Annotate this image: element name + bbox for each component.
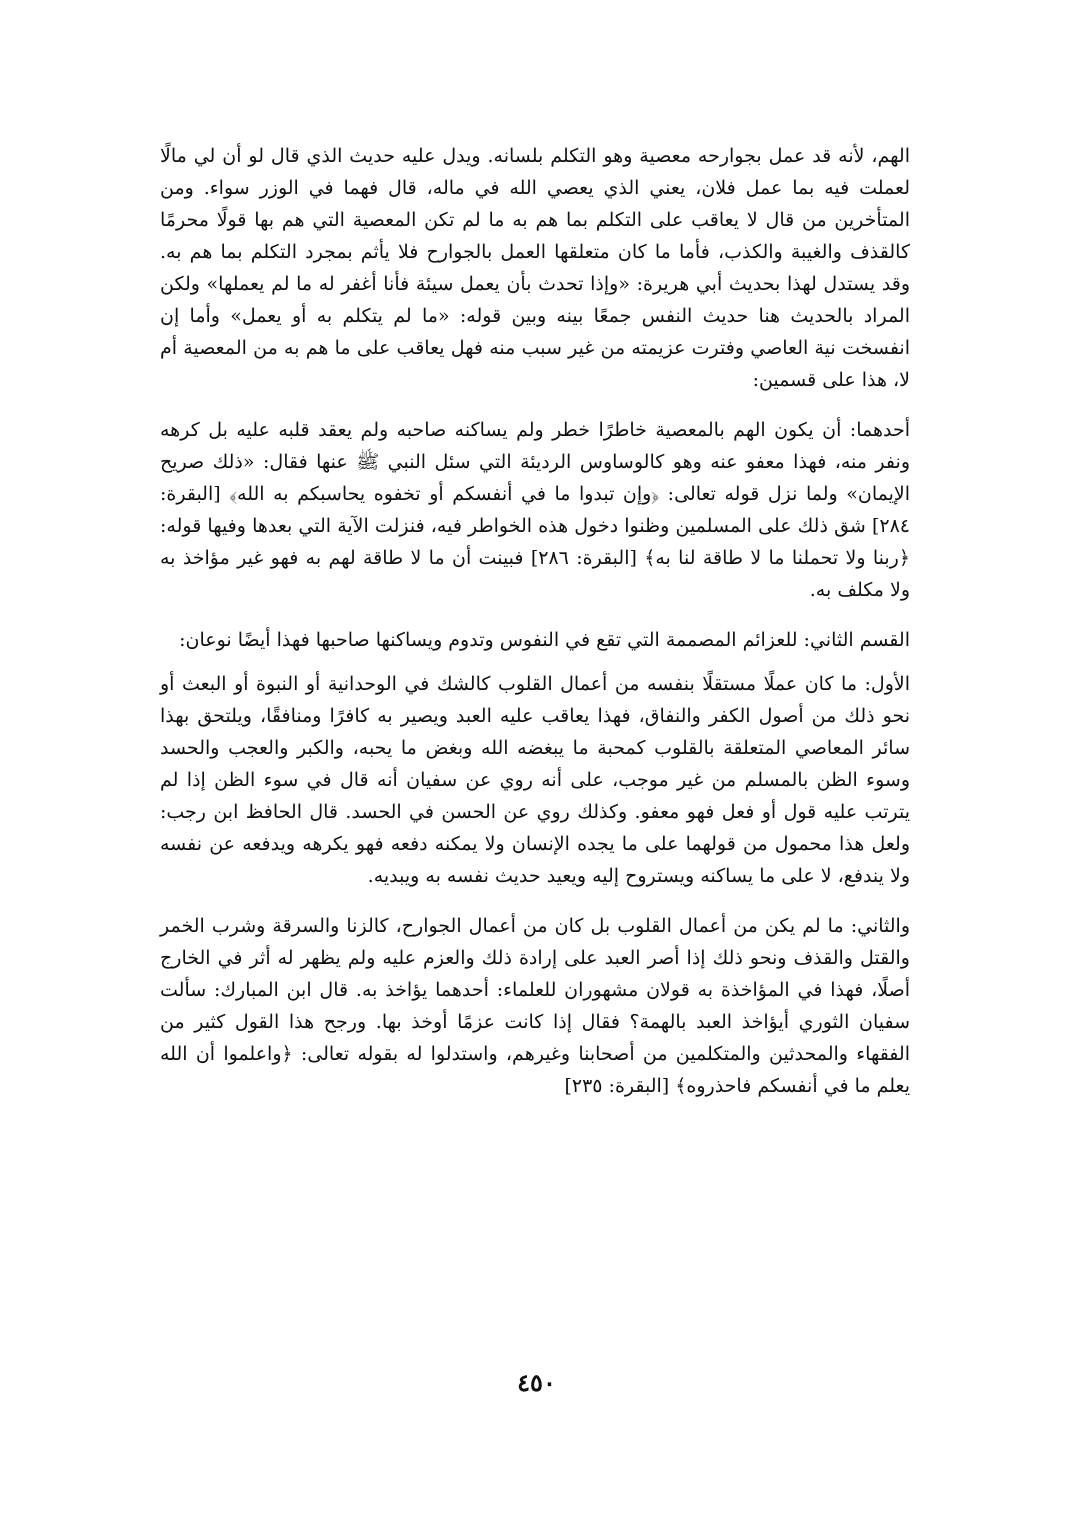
paragraph-1: الهم، لأنه قد عمل بجوارحه معصية وهو التكلم بلسانه. ويدل عليه حديث الذي قال لو أن لي مالًا لعملت فيه بما عمل فلان، يعني الذي يعصي الله في ماله، قال فهما في الوزر سواء. ومن المتأخرين من قال لا يعاقب على التكلم بما هم به ما لم تكن المعصية التي هم بها قولًا محرمًا كالقذف والغيبة والكذب، فأما ما كان متعلقها العمل بالجوارح فلا يأثم بمجرد التكلم بما هم به. وقد يستدل لهذا بحديث أبي هريرة: «وإذا تحدث بأن يعمل سيئة فأنا أغفر له ما لم يعملها» ولكن المراد بالحديث هنا حديث النفس جمعًا بينه وبين قوله: «ما لم يتكلم به أو يعمل» وأما إن انفسخت نية العاصي وفترت عزيمته من غير سبب منه فهل يعاقب على ما هم به من المعصية أم لا، هذا على قسمين: bbox=[160, 145, 910, 391]
paragraph-3: القسم الثاني: للعزائم المصممة التي تقع في النفوس وتدوم ويساكنها صاحبها فهذا أيضًا نوعان: bbox=[179, 629, 910, 651]
paragraph-5: والثاني: ما لم يكن من أعمال القلوب بل كان من أعمال الجوارح، كالزنا والسرقة وشرب الخمر والقتل والقذف ونحو ذلك إذا أصر العبد على إرادة ذلك والعزم عليه ولم يظهر له أثر في الخارج أصلًا، فهذا في المؤاخذة به قولان مشهوران للعلماء: أحدهما يؤاخذ به. قال ابن المبارك: سألت سفيان الثوري أيؤاخذ العبد بالهمة؟ فقال إذا كانت عزمًا أوخذ بها. ورجح هذا القول كثير من الفقهاء والمحدثين والمتكلمين من أصحابنا وغيرهم، واستدلوا له بقوله تعالى: ﴿واعلموا أن الله يعلم ما في أنفسكم فاحذروه﴾ [البقرة: ٢٣٥] bbox=[160, 915, 910, 1097]
paragraph-2: أحدهما: أن يكون الهم بالمعصية خاطرًا خطر ولم يساكنه صاحبه ولم يعقد قلبه عليه بل كرهه ونفر منه، فهذا معفو عنه وهو كالوساوس الرديئة التي سئل النبي ﷺ عنها فقال: «ذلك صريح الإيمان» ولما نزل قوله تعالى: ﴿وإن تبدوا ما في أنفسكم أو تخفوه يحاسبكم به الله﴾ [البقرة: ٢٨٤] شق ذلك على المسلمين وظنوا دخول هذه الخواطر فيه، فنزلت الآية التي بعدها وفيها قوله: ﴿ربنا ولا تحملنا ما لا طاقة لنا به﴾ [البقرة: ٢٨٦] فبينت أن ما لا طاقة لهم به فهو غير مؤاخذ به ولا مكلف به. bbox=[160, 419, 910, 601]
page-body bbox=[160, 140, 910, 1114]
page-number: ٤٥٠ bbox=[517, 1368, 556, 1397]
paragraph-4: الأول: ما كان عملًا مستقلًا بنفسه من أعمال القلوب كالشك في الوحدانية أو النبوة أو البعث أو نحو ذلك من أصول الكفر والنفاق، فهذا يعاقب عليه العبد ويصير به كافرًا ومنافقًا، ويلتحق بهذا سائر المعاصي المتعلقة بالقلوب كمحبة ما يبغضه الله وبغض ما يحبه، والكبر والعجب والحسد وسوء الظن بالمسلم من غير موجب، على أنه روي عن سفيان أنه قال في سوء الظن إذا لم يترتب عليه قول أو فعل فهو معفو. وكذلك روي عن الحسن في الحسد. قال الحافظ ابن رجب: ولعل هذا محمول من قولهما على ما يجده الإنسان ولا يمكنه دفعه فهو يكرهه ويدفعه عن نفسه ولا يندفع، لا على ما يساكنه ويستروح إليه ويعيد حديث نفسه به ويبديه. bbox=[160, 673, 910, 887]
